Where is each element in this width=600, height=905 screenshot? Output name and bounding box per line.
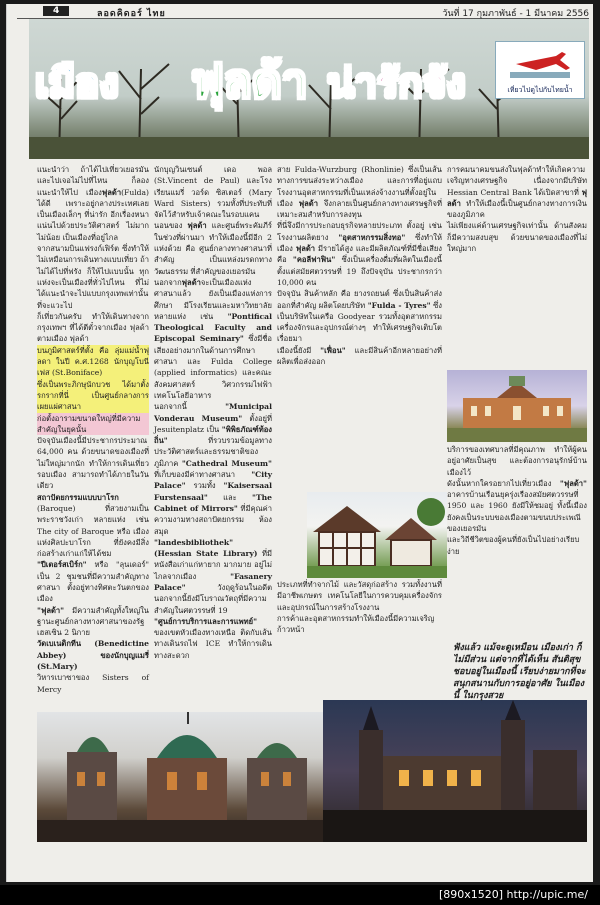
col1-paragraph: วิหารเบาซาของ Sisters of Mercy	[37, 673, 149, 694]
image-host-footer	[0, 885, 600, 905]
photo-caption: ฟังแล้ว แม้จะดูเหมือน เมืองเก่า ก็ไม่มีส่วน แต่จากที่ได้เห็น สันติสุข ชอบอยู่ในเมืองนี้ เรียบง่ายมากที่จะ สนุกสนานกับการอยู่อาศัย ในเมืองนี้ ในกรุงสวย	[453, 643, 586, 701]
banner-title-part3: น่ารักจัง	[327, 61, 466, 107]
col2-text: นอกจากนี้	[154, 402, 187, 412]
col3-subheading: "คอลีฟาฟิน"	[292, 255, 336, 265]
houses-illustration	[307, 492, 447, 578]
newspaper-page	[6, 4, 593, 882]
col2-subheading: "landesbibliothek" (Hessian State Library)	[154, 537, 258, 559]
col3-text: เมืองนี้ยังมี	[277, 345, 312, 355]
col2-text: นอกจาก	[154, 277, 182, 287]
col4b-paragraph: บริการของเทศบาลที่มีคุณภาพ ทำให้ผู้คนอยู่อาศัยเป็นสุข และต้องการอนุรักษ์บ้านเมืองไว้	[447, 445, 587, 477]
col2-text: รวมทั้ง	[193, 481, 216, 491]
church-night-photo	[323, 643, 587, 842]
col1-paragraph: ก็เที่ยวกันครับ ทำให้เดินทางจากกรุงเทพฯ ที่ได้ตีตั๋วจากเมือง ฟุลด้า ตามเมือง ฟุลด้า	[37, 311, 149, 344]
half-timbered-houses-photo	[307, 492, 447, 578]
col2-text: ที่มีคุณค่าความงามทางสถาปัตยกรรม ห้องสมุด	[154, 503, 272, 536]
col3b-paragraph: การค้าและอุตสาหกรรมทำให้เมืองนี้มีความเจริญก้าวหน้า	[277, 613, 435, 635]
issue-date: วันที่ 17 กุมภาพันธ์ - 1 มีนาคม 2556	[442, 9, 589, 19]
col3-highlight: ฟุลด้า	[298, 198, 318, 208]
col2-subheading: "City Palace"	[154, 470, 272, 491]
col3-text: จึงกลายเป็นศูนย์กลางทางเศรษฐกิจที่เหมาะสมสำหรับการลงทุน	[277, 198, 442, 220]
col2-subheading: "พิพิธภัณฑ์ท้องถิ่น"	[154, 424, 272, 446]
col4-text: ทำให้เมืองนี้เป็นศูนย์กลางทางการเงินของภูมิภาค	[447, 198, 587, 220]
article-column-1	[37, 164, 149, 734]
col2-text: วังฤดูร้อนในอดีต นอกจากนี้ยังมีโบราณวัตถุที่มีความสำคัญในศตวรรษที่ 19	[154, 582, 272, 615]
col3-subheading: "เฟื่อน"	[320, 345, 346, 355]
col1-paragraph: จากสนามบินแฟรงก์เฟิร์ต ซึ่งทำให้ไม่เหมือนการเดินทางแบบเที่ยว ถ้าไม่ได้ไปที่ฟรัง ก็ให้ไปแบบนั้น ทุกแห่งจะเป็นเมืองที่ทั่วไปไหน ที่ไม่ได้แนะนำจะไปแบบกรุงเทพเท่านั้นที่จะแวะไป	[37, 244, 149, 310]
col3-text: ซึ่งเป็นเครื่องดื่มที่ผลิตในเมืองนี้ ตั้งแต่สมัยศตวรรษที่ 19 ถึงปัจจุบัน ประชากรกว่า 10,000 คน	[277, 255, 442, 287]
col2-subheading: "The Cabinet of Mirrors"	[154, 492, 272, 513]
col3-text: ที่นี่จึงมีการประกอบธุรกิจหลายประเภท ตั้งอยู่ เช่น โรงงานผลิตยาง	[277, 221, 442, 242]
col1-highlight-paragraph: ซึ่งเป็นพระภิกษุนักบวช ได้มาตั้งรกรากที่นี่ เป็นศูนย์กลางการเผยแผ่ศาสนา	[37, 379, 149, 412]
col3-subheading: "อุตสาหกรรมสิ่งทอ"	[338, 232, 406, 242]
col2-text: และศูนย์พระคัมภีร์ในช่วงที่ผ่านมา ทำให้เมืองนี้มีอีก 2 แห่งด้วย คือ ศูนย์กลางทางศาสนาที่สำคัญ เป็นแหล่งมรดกทางวัฒนธรรม ที่สำคัญของเยอรมัน	[154, 221, 272, 276]
col2-subheading: "Municipal Vonderau Museum"	[154, 402, 272, 423]
col3-text: และมีสินค้าอีกหลายอย่างที่ผลิตเพื่อส่งออก	[277, 345, 442, 367]
col1-text: หรือ "ลุนเดอร์" เป็น 2 ชุมชนที่มีความสำคัญทางศาสนา ตั้งอยู่ทางทิศตะวันตกของเมือง	[37, 560, 149, 604]
column-logo-text: เที่ยวไปดูไปกับไทยน้ำ	[507, 86, 573, 94]
col3-subheading: "Fulda - Tyres"	[367, 300, 431, 310]
publication-name: ลอดคิดอร์ ไทย	[97, 9, 166, 19]
col1-subheading: "ปีเตอร์สเบิร์ก"	[37, 560, 87, 570]
col2-subheading: "Cathedral Museum"	[181, 458, 272, 468]
cathedral-illustration	[37, 712, 323, 842]
col1-highlight: ฟุลด้า	[101, 187, 122, 197]
banner-title-part2: ฟุลด้า	[191, 54, 308, 108]
article-column-2	[154, 164, 272, 660]
col1-paragraph: ปัจจุบันเมืองนี้มีประชากรประมาณ 64,000 คน ด้วยขนาดของเมืองที่ไม่ใหญ่มากนัก ทำให้การเดินเที่ยวรอบเมือง สามารถทำได้ภายในวันเดียว	[37, 436, 149, 491]
col4-text: การคมนาคมขนส่งในฟุลด้าทำให้เกิดความเจริญทางเศรษฐกิจ เนื่องจากมีบริษัท Hessian Central Bank ได้เปิดสาขาที่	[447, 165, 587, 197]
col1-subheading: สถาปัตยกรรมแบบบาโรก	[37, 492, 119, 502]
col2-text: ที่มีหนังสือเก่าแก่หายาก มากมาย อยู่ไม่ไกลจากเมือง	[154, 549, 272, 581]
col2-text: ที่เก็บของมีค่าทางศาสนา	[154, 470, 235, 480]
airplane-icon	[496, 42, 584, 82]
article-column-4	[447, 164, 587, 369]
source-credit: [890x1520] http://upic.me/	[438, 888, 588, 901]
col2-text: ที่รวบรวมข้อมูลทางประวัติศาสตร์และธรรมชาติของภูมิภาค	[154, 436, 272, 468]
col4b-paragraph: และวิถีชีวิตของผู้คนที่ยังเป็นไปอย่างเรียบง่าย	[447, 535, 580, 556]
col2-subheading: "ศูนย์การบริการและการแพทย์"	[154, 616, 258, 626]
col1-pink-highlight: ก่อตั้งอารามขนาดใหญ่ที่มีความสำคัญในยุคนั้น	[37, 413, 149, 436]
col4b-text: ดังนั้นหากใครอยากไปเที่ยวเมือง	[447, 478, 552, 488]
col3-highlight: ฟุลด้า	[295, 244, 316, 254]
col2-highlight: ฟุลด้า	[181, 277, 201, 287]
col2-text: นักบุญวินเซนต์ เดอ พอล (St.Vincent de Paul) และโรงเรียนแมรี่ วอร์ด ซิสเตอร์ (Mary Ward Sisters) รวมทั้งที่ประทับที่จัดไว้สำหรับเจ้าคณะในรอบแคนนอนของ	[154, 165, 272, 231]
col3-text: มีรายได้สูง และมีผลิตภัณฑ์ที่มีชื่อเสียง คือ	[277, 244, 442, 265]
col1-subheading: วัดเบเนดิกทีน (Benedictine Abbey) ของนักบุญแมรี่ (St.Mary)	[37, 639, 149, 672]
col3-text: ซึ่งทำให้เมือง	[277, 232, 442, 254]
col2-text: และ	[223, 492, 237, 502]
col2-text: ตั้งอยู่ที่ Jesuitenplatz เป็น	[154, 413, 272, 434]
col4b-text: อาคารบ้านเรือนยุครุ่งเรืองสมัยศตวรรษที่ 1950 และ 1960 ยังมีให้ชมอยู่ ทั้งนี้เมืองยังคงเป็นระบบของเมืองตามขนบประเพณีของเยอรมัน	[447, 490, 587, 534]
col2-subheading: "Fasanery Palace"	[154, 571, 272, 592]
page-header	[17, 6, 589, 19]
church-illustration	[323, 700, 587, 842]
col3-text: ซึ่งเป็นบริษัทในเครือ Goodyear รวมทั้งอุตสาหกรรมเครื่องจักรและอุปกรณ์ต่างๆ ทำให้เศรษฐกิจเติบโต เรื่อยมา	[277, 300, 442, 344]
col2-subheading: "Kaisersaal Furstensaal"	[154, 481, 272, 502]
col3b-paragraph: ประเภทที่ทำจากไม้ และวัสดุก่อสร้าง รวมทั้งงานที่มีอาชีพเกษตร เทคโนโลยีในการควบคุมเครื่องจักรและอุปกรณ์ในการสร้างโรงงาน	[277, 580, 442, 612]
col3-text: ปัจจุบัน สินค้าหลัก คือ ยางรถยนต์ ซึ่งเป็นสินค้าส่งออกที่สำคัญ ผลิตโดยบริษัท	[277, 289, 442, 310]
cathedral-dusk-photo	[37, 712, 323, 842]
col1-text: (Baroque) ที่สวยงามเป็นพระราชวังเก่า หลายแห่ง เช่น The city of Baroque หรือ เมืองแห่งศิลปะบาโรก ที่ยังคงมีสิ่งก่อสร้างเก่าแก่ให้ได้ชม	[37, 503, 149, 559]
col2-subheading: "Pontifical Theological Faculty and Episcopal Seminary"	[154, 311, 272, 344]
banner-title-part1: เมือง	[35, 61, 119, 107]
article-column-3	[277, 164, 442, 494]
col4-highlight: ฟุลด้า	[447, 187, 588, 208]
article-column-4-lower	[447, 444, 587, 634]
col2-text: ของเขตหัวเมืองทางเหนือ ติดกับเส้นทางเดินรถไฟ ICE ทำให้การเดินทางสะดวก	[154, 628, 272, 660]
col3-text: สาย Fulda-Wurzburg (Rhonlinie) ซึ่งเป็นเส้นทางการขนส่งระหว่างเมือง และการที่อยู่แถบโรงงานอุตสาหกรรมที่เป็นแหล่งจ้างงานที่ตั้งอยู่ในเมือง	[277, 165, 442, 208]
col1-highlight-paragraph: บนภูมิศาสตร์ที่ตั้ง คือ ลุ่มแม่น้ำฟุลดา ในปี ค.ศ.1268 นักบุญโบนีเฟส (St.Boniface)	[37, 345, 149, 378]
article-column-3-lower	[277, 579, 442, 699]
col1-subheading: "ฟุลด้า"	[37, 605, 65, 615]
col2-highlight: ฟุลด้า	[187, 221, 207, 231]
col4-paragraph: ไม่เพียงแค่ด้านเศรษฐกิจเท่านั้น ด้านสังคมก็มีความสงบสุข ด้วยขนาดของเมืองที่ไม่ใหญ่มาก	[447, 221, 587, 254]
page-number: 4	[43, 6, 69, 16]
col1-text: (Fulda) ได้ดี เพราะอยู่กลางประเทศเลย เป็นเมืองเล็กๆ ที่น่ารัก อีกเรื่องหนาแน่นไปด้วยประวัติศาสตร์ ไม่มากไม่น้อย เป็นเมืองที่อยู่ไกล	[37, 187, 149, 242]
col1-text: แนะนำว่า ถ้าได้ไปเที่ยวเยอรมัน และไปเจอไม่ไปที่ไหน ก็ลองแนะนำให้ไป เมือง	[37, 165, 149, 197]
col2-text: ซึ่งมีชื่อเสียงอย่างมากในด้านการศึกษาศาสนา และ Fulda College (applied informatics) และคณะสังคมศาสตร์ วิศวกรรมไฟฟ้า เทคโนโลยีอาหาร	[154, 334, 272, 400]
col2-text: จะเป็นเมืองแห่งศาสนาแล้ว ยังเป็นเมืองแห่งการศึกษา มีโรงเรียนและมหาวิทยาลัยหลายแห่ง เช่น	[154, 277, 272, 321]
col4b-subheading: "ฟุลด้า"	[559, 478, 587, 488]
palace-illustration	[447, 370, 587, 442]
col1-text: มีความสำคัญทั้งใหญ่ในฐานะศูนย์กลางทางศาสนาของรัฐเฮสเซิน 2 นิกาย	[37, 605, 149, 638]
column-logo	[495, 41, 585, 99]
title-banner-photo	[29, 19, 589, 159]
palace-photo	[447, 370, 587, 442]
